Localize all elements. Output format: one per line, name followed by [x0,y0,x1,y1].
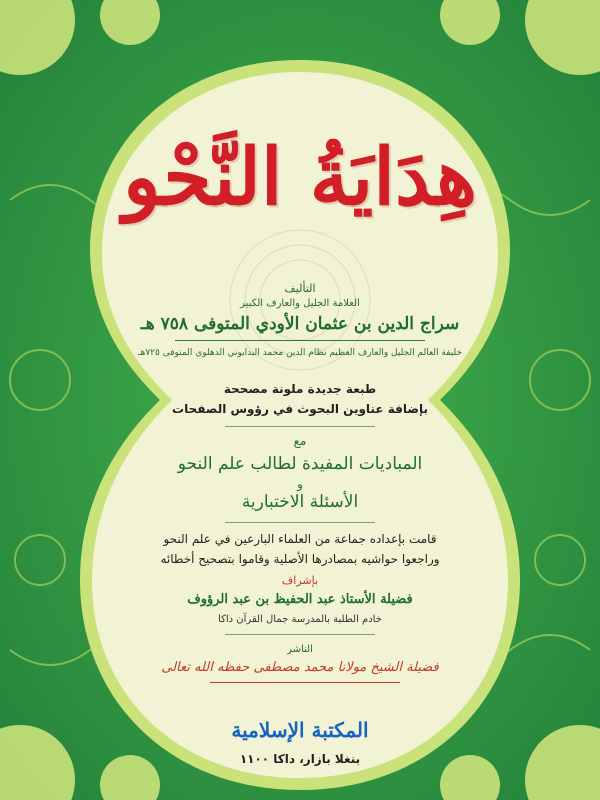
author-name: سراج الدين بن عثمان الأودي المتوفى ٧٥٨ هـ [140,314,460,334]
library-name: المكتبة الإسلامية [231,718,369,742]
supervisor-role: خادم الطلبة بالمدرسة جمال القرآن داكا [218,614,382,625]
edition-line-2: بإضافة عناوين البحوث في رؤوس الصفحات [172,402,428,416]
author-dates: خليفة العالم الجليل والعارف العظيم نظام الدين محمد البدايوني الدهلوي المتوفى ٧٢٥هـ [137,348,463,358]
divider-2 [225,522,375,523]
supervisor-name: فضيلة الأستاذ عبد الحفيظ بن عبد الرؤوف [187,592,413,607]
supervision-label: بإشراف [281,574,319,587]
prep-line-1: قامت بإعداده جماعة من العلماء البارعين في علم النحو [163,532,437,546]
edition-line-1: طبعة جديدة ملونة مصححة [223,382,377,396]
publisher-label: الناشر [287,644,313,655]
library-address: بنغلا بازار، داكا ١١٠٠ [239,752,361,766]
conjunction-label: و [297,477,303,491]
author-underline [175,340,425,341]
book-title: هِدَايَةُ النَّحْو [122,132,478,223]
publisher-underline [210,682,400,683]
divider-3 [225,634,375,635]
with-label: مع [293,434,307,448]
prep-line-2: وراجعوا حواشيه بمصادرها الأصلية وقاموا بتصحيح أخطائه [160,552,440,566]
authorship-label: التأليف [284,282,316,295]
asila-title: الأسئلة الاختبارية [241,492,359,512]
divider-1 [225,426,375,427]
mabadiyat-title: المباديات المفيدة لطالب علم النحو [177,454,423,474]
author-honorific: العلامة الجليل والعارف الكبير [240,298,360,309]
publisher-name: فضيلة الشيخ مولانا محمد مصطفى حفظه الله تعالى [161,660,439,675]
